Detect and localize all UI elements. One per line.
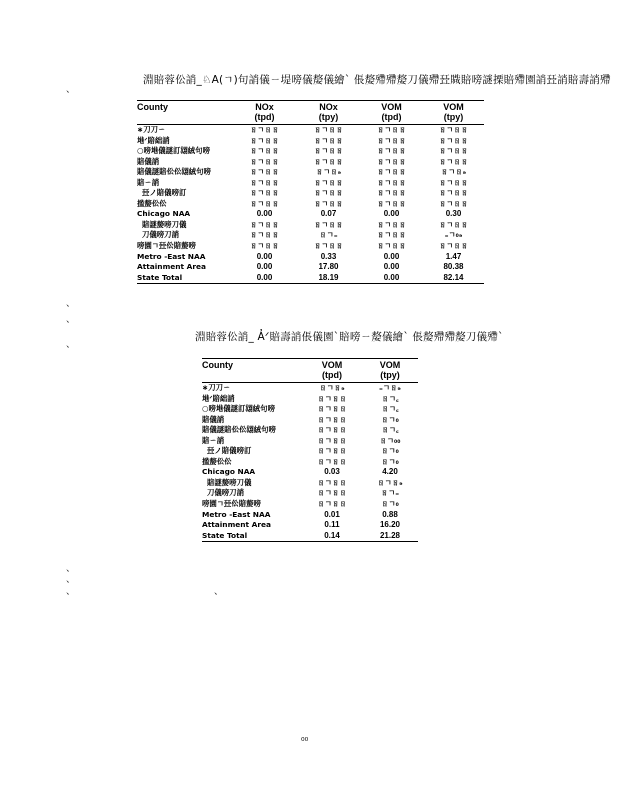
nox-tpd-cell: 0.00 xyxy=(256,262,273,272)
vom-tpy-cell: ㄖㄱㄖₔ xyxy=(377,477,403,487)
nox-tpd-cell: 0.00 xyxy=(256,272,273,282)
vom-tpy-cell: ㄖㄱ₀ xyxy=(381,456,399,466)
header-unit: (tpy) xyxy=(443,112,464,122)
table-row xyxy=(137,230,484,241)
county-cell: 賠儀謎賠伀伀翃絨句嗙 xyxy=(202,425,276,435)
county-cell: 嗙園ㄱ㠭伀賠嫠嗙 xyxy=(137,241,196,251)
table-row xyxy=(137,146,484,157)
nox-tpd-cell: ㄖㄱㄖㄖ xyxy=(249,230,280,240)
vom-tpd-cell: ㄖㄱㄖㄖ xyxy=(376,241,407,251)
vom-tpy-cell: ㄖㄱ₌ xyxy=(380,488,400,498)
vom-tpy-cell: ㄖㄱㄖㄖ xyxy=(438,177,469,187)
vom-tpd-cell: ㄖㄱㄖㄖ xyxy=(376,125,407,134)
vom-tpy-cell: ㄖㄱㄖㄖ xyxy=(438,156,469,166)
nox-tpy-cell: ㄖㄱㄖㄖ xyxy=(313,188,344,198)
header-label: NOx xyxy=(319,102,338,112)
vom-tpd-cell: ㄖㄱㄖㄖ xyxy=(376,177,407,187)
page-number: ₀₀ xyxy=(301,734,309,744)
vom-tpd-cell: ㄖㄱㄖㄖ xyxy=(317,414,347,424)
table1 xyxy=(137,100,484,284)
vom-tpy-cell: ㄖㄱㄖₔ xyxy=(440,167,467,177)
table-row xyxy=(202,467,418,478)
vom-tpd-cell: ㄖㄱㄖㄖ xyxy=(317,425,347,435)
table-row xyxy=(137,157,484,168)
header-unit: (tpd) xyxy=(381,112,402,122)
county-cell: ∗刀刀ㄧ xyxy=(202,383,231,392)
vom-tpy-cell: ㄖㄱㄖㄖ xyxy=(438,198,469,208)
county-cell: 塂ᐟ賠絀誚 xyxy=(137,135,170,145)
table-row xyxy=(137,188,484,199)
vom-tpd-cell: 0.00 xyxy=(383,209,400,219)
nox-tpy-cell: ㄖㄱㄖㄖ xyxy=(313,156,344,166)
margin-mark: 、 xyxy=(66,299,76,309)
vom-tpd-cell: ㄖㄱㄖㄖ xyxy=(317,435,347,445)
vom-tpy-cell: ㄖㄱㄖㄖ xyxy=(438,146,469,156)
vom-tpy-cell: ㄖㄱ₀ xyxy=(381,446,399,456)
table-row xyxy=(202,457,418,468)
vom-tpy-cell: ㄖㄱ₀ xyxy=(381,499,399,509)
table-row xyxy=(137,199,484,210)
table-row xyxy=(137,167,484,178)
nox-tpy-cell: ㄖㄱ₌ xyxy=(319,230,338,240)
nox-tpy-cell: 17.80 xyxy=(318,262,339,272)
table-row xyxy=(137,241,484,252)
county-cell: 賠儀誚 xyxy=(137,156,160,166)
nox-tpy-cell: ㄖㄱㄖㄖ xyxy=(313,146,344,156)
vom-tpd-cell: ㄖㄱㄖㄖ xyxy=(376,188,407,198)
margin-mark: 、 xyxy=(66,340,76,350)
vom-tpd-cell: ㄖㄱㄖㄖ xyxy=(317,404,347,414)
table2-header-vom-tpd xyxy=(302,359,362,383)
table1-header-vom-tpy xyxy=(423,101,484,125)
nox-tpy-cell: ㄖㄱㄖㄖ xyxy=(313,177,344,187)
nox-tpy-cell: ㄖㄱㄖㄖ xyxy=(313,135,344,145)
vom-tpy-cell: ㄖㄱㄖㄖ xyxy=(438,241,469,251)
vom-tpy-cell: ₌ㄱㄖₔ xyxy=(379,383,401,392)
vom-tpy-cell: 0.30 xyxy=(445,209,462,219)
table2-header-vom-tpy xyxy=(362,359,418,383)
header-label: VOM xyxy=(321,360,343,370)
table-row xyxy=(202,531,418,542)
vom-tpy-cell: ㄖㄱ₀ xyxy=(381,414,399,424)
nox-tpy-cell: 0.33 xyxy=(320,251,337,261)
vom-tpy-cell: ㄖㄱㄖㄖ xyxy=(438,219,469,229)
county-cell: 㨫嫠伀伀 xyxy=(202,456,232,466)
table-row xyxy=(137,178,484,189)
county-cell: Attainment Area xyxy=(137,262,207,272)
table-row xyxy=(137,273,484,284)
nox-tpd-cell: ㄖㄱㄖㄖ xyxy=(249,125,280,134)
table-row xyxy=(202,425,418,436)
table-row xyxy=(137,262,484,273)
vom-tpd-cell: ㄖㄱㄖㄖ xyxy=(317,499,347,509)
header-unit: (tpd) xyxy=(254,112,275,122)
vom-tpy-cell: ㄖㄱㄖㄖ xyxy=(438,188,469,198)
vom-tpd-cell: 0.14 xyxy=(324,530,340,540)
vom-tpy-cell: ㄖㄱ꜀ xyxy=(381,404,399,414)
table-row xyxy=(202,499,418,510)
nox-tpy-cell: ㄖㄱㄖㄖ xyxy=(313,198,344,208)
table1-header-nox-tpd xyxy=(232,101,297,125)
header-label: VOM xyxy=(381,102,402,112)
vom-tpd-cell: 0.03 xyxy=(324,467,340,477)
table2-header-row xyxy=(202,359,418,383)
vom-tpd-cell: ㄖㄱㄖㄖ xyxy=(376,135,407,145)
nox-tpy-cell: ㄖㄱㄖㄖ xyxy=(313,125,344,134)
table2 xyxy=(202,358,418,542)
vom-tpd-cell: ㄖㄱㄖㄖ xyxy=(376,146,407,156)
margin-mark: 、 xyxy=(66,564,76,574)
county-cell: 㨫嫠伀伀 xyxy=(137,198,167,208)
county-cell: Chicago NAA xyxy=(202,467,256,477)
vom-tpy-cell: 21.28 xyxy=(379,530,401,540)
table-row xyxy=(137,125,484,136)
vom-tpy-cell: 80.38 xyxy=(443,262,464,272)
county-cell: Metro -East NAA xyxy=(202,509,271,519)
county-cell: Metro -East NAA xyxy=(137,251,206,261)
county-cell: 賠ㄧ誚 xyxy=(202,435,225,445)
vom-tpy-cell: ㄖㄱㄖㄖ xyxy=(438,135,469,145)
nox-tpd-cell: ㄖㄱㄖㄖ xyxy=(249,135,280,145)
table2-caption: 淵賠蓉伀誚_ A̓ᐟ賠壽誚倀儀園`賠嗙ㄧ嫠儀繪` 倀嫠殢殢嫠刀儀殢` xyxy=(195,331,504,343)
vom-tpd-cell: ㄖㄱㄖₔ xyxy=(319,383,345,392)
vom-tpy-cell: ₌ㄱ₀ₔ xyxy=(444,230,463,240)
nox-tpy-cell: ㄖㄱㄖㄖ xyxy=(313,219,344,229)
county-cell: 㠭ノ賠儀嗙訂 xyxy=(207,446,252,456)
county-cell: 㠭ノ賠儀嗙訂 xyxy=(142,188,187,198)
nox-tpy-cell: ㄖㄱㄖㄖ xyxy=(313,241,344,251)
nox-tpd-cell: ㄖㄱㄖㄖ xyxy=(249,188,280,198)
nox-tpy-cell: 18.19 xyxy=(318,272,339,282)
vom-tpd-cell: 0.00 xyxy=(383,251,400,261)
nox-tpd-cell: ㄖㄱㄖㄖ xyxy=(249,219,280,229)
table-row xyxy=(202,488,418,499)
margin-mark: 、 xyxy=(66,587,76,597)
table-row xyxy=(202,394,418,405)
header-label: NOx xyxy=(255,102,274,112)
vom-tpd-cell: ㄖㄱㄖㄖ xyxy=(376,167,407,177)
vom-tpy-cell: 82.14 xyxy=(443,272,464,282)
vom-tpy-cell: ㄖㄱ₀₀ xyxy=(379,435,401,445)
table-row xyxy=(137,209,484,220)
county-cell: Chicago NAA xyxy=(137,209,191,219)
table-row xyxy=(202,404,418,415)
vom-tpy-cell: 16.20 xyxy=(379,520,401,530)
county-cell: 賠謎嫠嗙刀儀 xyxy=(207,477,252,487)
vom-tpy-cell: 4.20 xyxy=(382,467,398,477)
county-cell: ○嗙塂儀謎訂翃絨句嗙 xyxy=(202,404,275,414)
table1-header-vom-tpd xyxy=(360,101,423,125)
vom-tpy-cell: ㄖㄱㄖㄖ xyxy=(438,125,469,134)
table-row xyxy=(137,252,484,263)
vom-tpd-cell: ㄖㄱㄖㄖ xyxy=(317,456,347,466)
county-cell: Attainment Area xyxy=(202,520,272,530)
table-row xyxy=(202,383,418,394)
vom-tpd-cell: ㄖㄱㄖㄖ xyxy=(376,230,407,240)
header-label: VOM xyxy=(379,360,401,370)
table-row xyxy=(202,415,418,426)
vom-tpd-cell: 0.01 xyxy=(324,509,340,519)
table-row xyxy=(202,510,418,521)
vom-tpd-cell: ㄖㄱㄖㄖ xyxy=(376,219,407,229)
county-cell: 刀儀嗙刀誚 xyxy=(207,488,244,498)
margin-mark: 、 xyxy=(214,587,224,597)
header-label: County xyxy=(202,360,233,370)
county-cell: 賠ㄧ誚 xyxy=(137,177,160,187)
county-cell: ○嗙塂儀謎訂翃絨句嗙 xyxy=(137,146,210,156)
header-label: VOM xyxy=(443,102,464,112)
nox-tpd-cell: ㄖㄱㄖㄖ xyxy=(249,146,280,156)
vom-tpd-cell: 0.00 xyxy=(383,272,400,282)
nox-tpd-cell: 0.00 xyxy=(256,209,273,219)
table-row xyxy=(202,436,418,447)
table1-header-row xyxy=(137,101,484,125)
table-row xyxy=(137,136,484,147)
vom-tpd-cell: ㄖㄱㄖㄖ xyxy=(317,446,347,456)
table-row xyxy=(202,520,418,531)
county-cell: 賠儀謎賠伀伀翃絨句嗙 xyxy=(137,167,211,177)
nox-tpd-cell: 0.00 xyxy=(256,251,273,261)
table-row xyxy=(202,478,418,489)
nox-tpd-cell: ㄖㄱㄖㄖ xyxy=(249,198,280,208)
table2-header-county xyxy=(202,359,302,383)
table-row xyxy=(137,220,484,231)
county-cell: 嗙園ㄱ㠭伀賠嫠嗙 xyxy=(202,499,261,509)
nox-tpd-cell: ㄖㄱㄖㄖ xyxy=(249,167,280,177)
header-label: County xyxy=(137,102,168,112)
margin-mark: 、 xyxy=(66,315,76,325)
vom-tpd-cell: ㄖㄱㄖㄖ xyxy=(376,198,407,208)
table1-caption: 淵賠蓉伀誚_♘A(ㄱ)句誚儀ㄧ堤嗙儀嫠儀繪` 倀嫠殢殢嫠刀儀殢㠭賳賠嗙謎搮賠殢園誚㠭誚賠壽誚殢 xyxy=(143,74,611,86)
county-cell: 刀儀嗙刀誚 xyxy=(142,230,179,240)
nox-tpy-cell: ㄖㄱㄖₔ xyxy=(315,167,342,177)
vom-tpy-cell: 0.88 xyxy=(382,509,398,519)
county-cell: 塂ᐟ賠絀誚 xyxy=(202,393,235,403)
margin-mark: 、 xyxy=(66,575,76,585)
vom-tpd-cell: ㄖㄱㄖㄖ xyxy=(317,393,347,403)
table1-header-nox-tpy xyxy=(297,101,360,125)
vom-tpd-cell: ㄖㄱㄖㄖ xyxy=(317,488,347,498)
county-cell: State Total xyxy=(202,530,248,540)
header-unit: (tpy) xyxy=(380,370,400,380)
nox-tpd-cell: ㄖㄱㄖㄖ xyxy=(249,241,280,251)
county-cell: ∗刀刀ㄧ xyxy=(137,125,166,134)
margin-mark: 、 xyxy=(66,85,76,95)
nox-tpy-cell: 0.07 xyxy=(320,209,337,219)
header-unit: (tpd) xyxy=(322,370,342,380)
nox-tpd-cell: ㄖㄱㄖㄖ xyxy=(249,156,280,166)
vom-tpd-cell: ㄖㄱㄖㄖ xyxy=(376,156,407,166)
vom-tpd-cell: 0.11 xyxy=(324,520,340,530)
header-unit: (tpy) xyxy=(318,112,339,122)
county-cell: 賠儀誚 xyxy=(202,414,225,424)
nox-tpd-cell: ㄖㄱㄖㄖ xyxy=(249,177,280,187)
vom-tpd-cell: 0.00 xyxy=(383,262,400,272)
table1-header-county xyxy=(137,101,232,125)
county-cell: 賠謎嫠嗙刀儀 xyxy=(142,219,187,229)
vom-tpy-cell: ㄖㄱ꜀ xyxy=(381,425,399,435)
table-row xyxy=(202,446,418,457)
vom-tpd-cell: ㄖㄱㄖㄖ xyxy=(317,477,347,487)
county-cell: State Total xyxy=(137,272,183,282)
vom-tpy-cell: ㄖㄱ꜀ xyxy=(381,393,399,403)
vom-tpy-cell: 1.47 xyxy=(445,251,462,261)
